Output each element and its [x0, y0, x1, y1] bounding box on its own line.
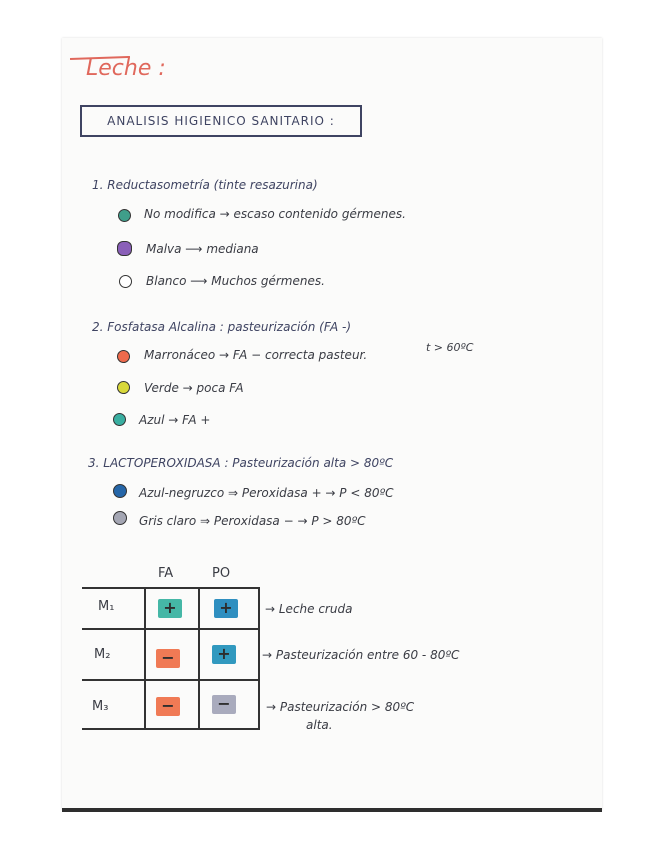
s2-heading: 2. Fosfatasa Alcalina : pasteurización (FA -) [92, 320, 352, 334]
col-header-po: PO [212, 566, 231, 581]
table-line [82, 728, 260, 730]
table-line [198, 587, 200, 730]
results-table [82, 587, 260, 730]
row-label-m3: M₃ [92, 699, 109, 714]
page-title: Leche : [86, 56, 166, 81]
table-line [258, 587, 260, 730]
row3-result: → Pasteurización > 80ºC [266, 700, 415, 714]
fa-negative-mark: − [156, 649, 180, 668]
page-edge [62, 808, 602, 812]
row2-result: → Pasteurización entre 60 - 80ºC [262, 648, 460, 662]
table-line [144, 587, 146, 730]
fa-negative-mark: − [156, 697, 180, 716]
orange-dot-icon [117, 350, 130, 363]
s2-note: t > 60ºC [426, 341, 474, 354]
yellow-dot-icon [117, 381, 130, 394]
s1-item-1: No modifica → escaso contenido gérmenes. [144, 207, 406, 221]
grey-dot-icon [113, 511, 127, 525]
table-line [82, 628, 260, 630]
s2-item-2: Verde → poca FA [144, 381, 244, 395]
section-title: ANALISIS HIGIENICO SANITARIO : [107, 114, 335, 128]
s2-item-1: Marronáceo → FA − correcta pasteur. [144, 348, 368, 362]
dark-blue-dot-icon [113, 484, 127, 498]
po-negative-mark: − [212, 695, 236, 714]
fa-positive-mark: + [158, 599, 182, 618]
table-line [82, 679, 260, 681]
green-dot-icon [118, 209, 131, 222]
row-label-m1: M₁ [98, 599, 115, 614]
s3-item-1: Azul-negruzco ⇒ Peroxidasa + → P < 80ºC [139, 486, 394, 500]
white-dot-icon [119, 275, 132, 288]
row1-result: → Leche cruda [265, 602, 353, 616]
row3-result-cont: alta. [306, 718, 333, 732]
row-label-m2: M₂ [94, 647, 111, 662]
po-positive-mark: + [212, 645, 236, 664]
s1-item-2: Malva ⟶ mediana [146, 242, 259, 256]
s3-item-2: Gris claro ⇒ Peroxidasa − → P > 80ºC [139, 514, 366, 528]
s1-heading: 1. Reductasometría (tinte resazurina) [92, 178, 318, 192]
s1-item-3: Blanco ⟶ Muchos gérmenes. [146, 274, 325, 288]
purple-dot-icon [117, 241, 132, 256]
s3-heading: 3. LACTOPEROXIDASA : Pasteurización alta > 80ºC [88, 456, 394, 470]
teal-dot-icon [113, 413, 126, 426]
po-positive-mark: + [214, 599, 238, 618]
col-header-fa: FA [158, 566, 174, 581]
section-title-box [80, 105, 362, 137]
table-line [82, 587, 260, 589]
s2-item-3: Azul → FA + [139, 413, 211, 427]
